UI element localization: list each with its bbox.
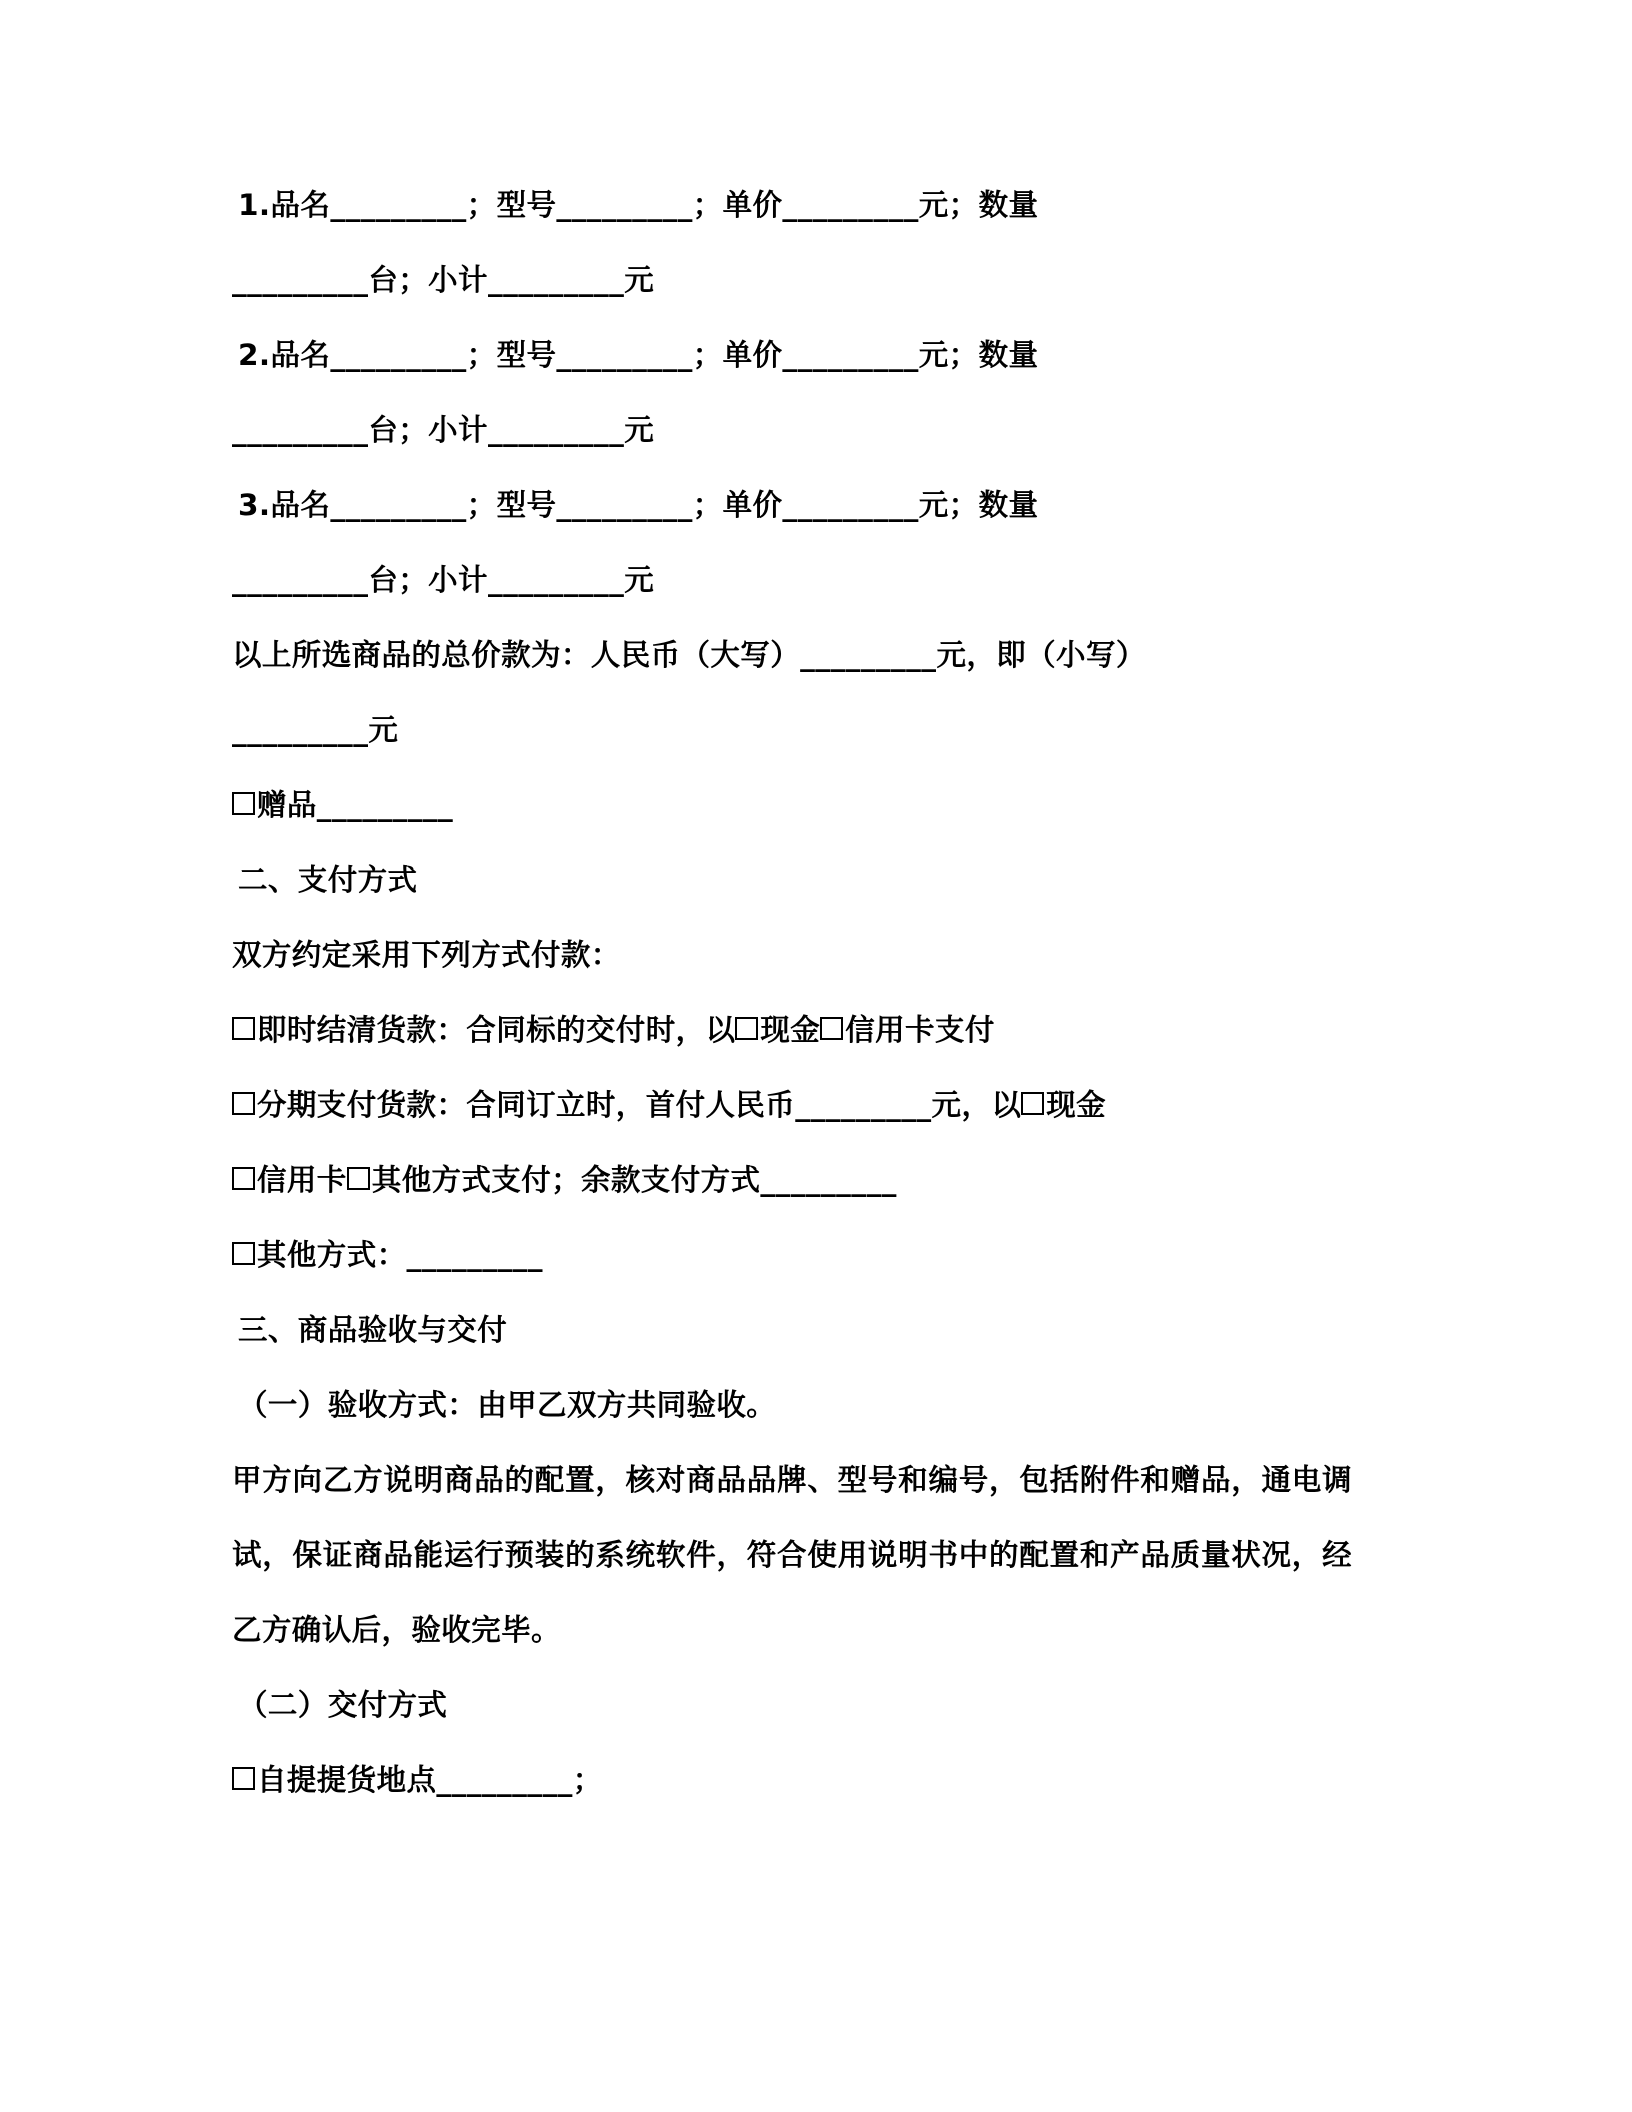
item-2-line-2: _________台；小计_________元	[232, 413, 655, 447]
item-2-line-1: 2.品名_________；型号_________；单价_________元；数量	[238, 338, 1039, 372]
document-body	[232, 168, 1352, 1818]
gift-option-row	[232, 768, 1352, 843]
gift-option-label: 赠品_________	[257, 788, 454, 822]
checkbox-icon-cash-installment[interactable]	[1021, 1092, 1044, 1115]
total-price-line-2: _________元	[232, 713, 399, 747]
section-three-heading: 三、商品验收与交付	[238, 1313, 508, 1347]
installment-other-label: 其他方式支付；余款支付方式_________	[371, 1163, 897, 1197]
immediate-payment-cash-label: 现金	[760, 1013, 821, 1047]
checkbox-icon-other-installment[interactable]	[347, 1167, 370, 1190]
item-1-line-1: 1.品名_________；型号_________；单价_________元；数量	[238, 188, 1039, 222]
delivery-option-self-pickup	[232, 1743, 1352, 1818]
checkbox-icon-installment-payment[interactable]	[232, 1092, 255, 1115]
checkbox-icon-cash-immediate[interactable]	[735, 1017, 758, 1040]
checkbox-icon-gift[interactable]	[232, 792, 255, 815]
delivery-option-label: 自提提货地点_________；	[257, 1763, 603, 1797]
checkbox-icon-credit-card-immediate[interactable]	[820, 1017, 843, 1040]
total-price-line-1: 以上所选商品的总价款为：人民币（大写）_________元，即（小写）	[232, 638, 1146, 672]
item-1-line-2: _________台；小计_________元	[232, 263, 655, 297]
payment-option-installment-line-2	[232, 1143, 1352, 1218]
section-three-sub1-paragraph: 甲方向乙方说明商品的配置，核对商品品牌、型号和编号，包括附件和赠品，通电调试，保证商品能运行预装的系统软件，符合使用说明书中的配置和产品质量状况，经乙方确认后，验收完毕。	[232, 1463, 1352, 1647]
payment-option-immediate	[232, 993, 1352, 1068]
item-3-line-2: _________台；小计_________元	[232, 563, 655, 597]
immediate-payment-text-before: 即时结清货款：合同标的交付时，以	[257, 1013, 736, 1047]
payment-option-installment-line-1	[232, 1068, 1352, 1143]
section-two-heading: 二、支付方式	[238, 863, 418, 897]
payment-option-other	[232, 1218, 1352, 1293]
section-three-sub1-heading: （一）验收方式：由甲乙双方共同验收。	[238, 1388, 777, 1422]
section-three-sub2-heading: （二）交付方式	[238, 1688, 448, 1722]
installment-card-label: 信用卡	[257, 1163, 347, 1197]
installment-cash-label: 现金	[1046, 1088, 1107, 1122]
installment-text-before: 分期支付货款：合同订立时，首付人民币_________元，以	[257, 1088, 1022, 1122]
checkbox-icon-credit-card-installment[interactable]	[232, 1167, 255, 1190]
other-payment-label: 其他方式：_________	[257, 1238, 543, 1272]
section-two-intro: 双方约定采用下列方式付款：	[232, 938, 621, 972]
checkbox-icon-immediate-payment[interactable]	[232, 1017, 255, 1040]
checkbox-icon-self-pickup[interactable]	[232, 1767, 255, 1790]
checkbox-icon-other-payment[interactable]	[232, 1242, 255, 1265]
immediate-payment-text-after: 支付	[934, 1013, 995, 1047]
immediate-payment-card-label: 信用卡	[845, 1013, 935, 1047]
item-3-line-1: 3.品名_________；型号_________；单价_________元；数量	[238, 488, 1039, 522]
